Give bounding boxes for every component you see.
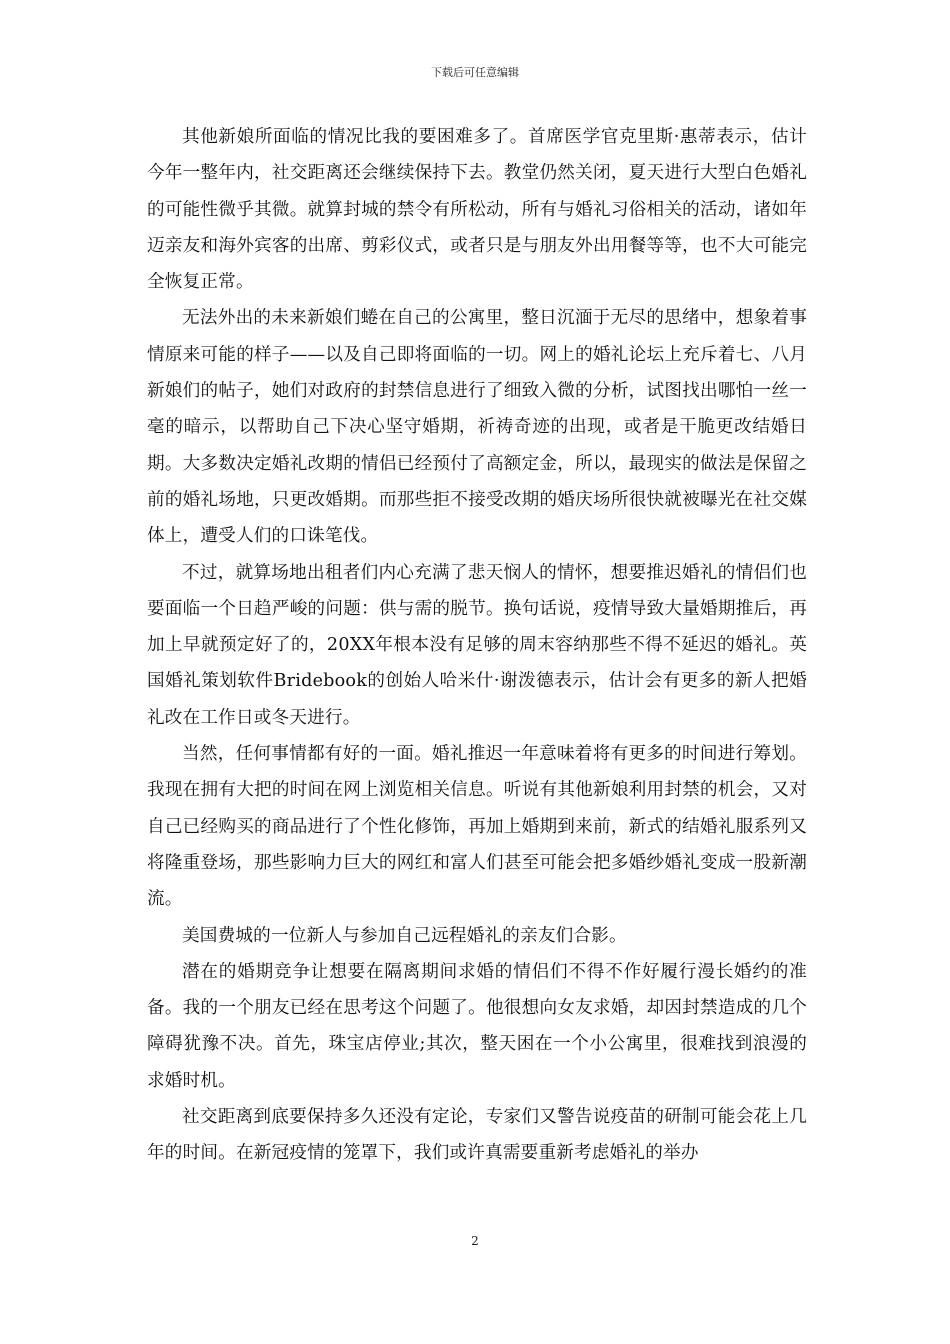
paragraph: 潜在的婚期竞争让想要在隔离期间求婚的情侣们不得不作好履行漫长婚约的准备。我的一个朋友已经在思考这个问题了。他很想向女友求婚，却因封禁造成的几个障碍犹豫不决。首先，珠宝店停业;其次，整天困在一个小公寓里，很难找到浪漫的求婚时机。: [147, 961, 807, 1091]
page-number: 2: [471, 1234, 479, 1248]
paragraph: 其他新娘所面临的情况比我的要困难多了。首席医学官克里斯·惠蒂表示，估计今年一整年内，社交距离还会继续保持下去。教堂仍然关闭，夏天进行大型白色婚礼的可能性微乎其微。就算封城的禁令有所松动，所有与婚礼习俗相关的活动，诸如年迈亲友和海外宾客的出席、剪彩仪式，或者只是与朋友外出用餐等等，也不大可能完全恢复正常。: [147, 127, 807, 293]
page-header: 下载后可任意编辑: [431, 66, 519, 79]
paragraph: 无法外出的未来新娘们蜷在自己的公寓里，整日沉湎于无尽的思绪中，想象着事情原来可能的样子——以及自己即将面临的一切。网上的婚礼论坛上充斥着七、八月新娘们的帖子，她们对政府的封禁信息进行了细致入微的分析，试图找出哪怕一丝一毫的暗示，以帮助自己下决心坚守婚期，祈祷奇迹的出现，或者是干脆更改结婚日期。大多数决定婚礼改期的情侣已经预付了高额定金，所以，最现实的做法是保留之前的婚礼场地，只更改婚期。而那些拒不接受改期的婚庆场所很快就被曝光在社交媒体上，遭受人们的口诛笔伐。: [147, 308, 807, 547]
paragraph: 当然，任何事情都有好的一面。婚礼推迟一年意味着将有更多的时间进行筹划。我现在拥有大把的时间在网上浏览相关信息。听说有其他新娘利用封禁的机会，又对自己已经购买的商品进行了个性化修饰，再加上婚期到来前，新式的结婚礼服系列又将隆重登场，那些影响力巨大的网红和富人们甚至可能会把多婚纱婚礼变成一股新潮流。: [147, 744, 807, 910]
document-body: [147, 119, 807, 1172]
paragraph: 不过，就算场地出租者们内心充满了悲天悯人的情怀，想要推迟婚礼的情侣们也要面临一个日趋严峻的问题：供与需的脱节。换句话说，疫情导致大量婚期推后，再加上早就预定好了的，20XX年根本没有足够的周末容纳那些不得不延迟的婚礼。英国婚礼策划软件Bridebook的创始人哈米什·谢泼德表示，估计会有更多的新人把婚礼改在工作日或冬天进行。: [147, 562, 807, 728]
paragraph: 社交距离到底要保持多久还没有定论，专家们又警告说疫苗的研制可能会花上几年的时间。在新冠疫情的笼罩下，我们或许真需要重新考虑婚礼的举办: [147, 1107, 807, 1164]
paragraph: 美国费城的一位新人与参加自己远程婚礼的亲友们合影。: [182, 925, 627, 946]
